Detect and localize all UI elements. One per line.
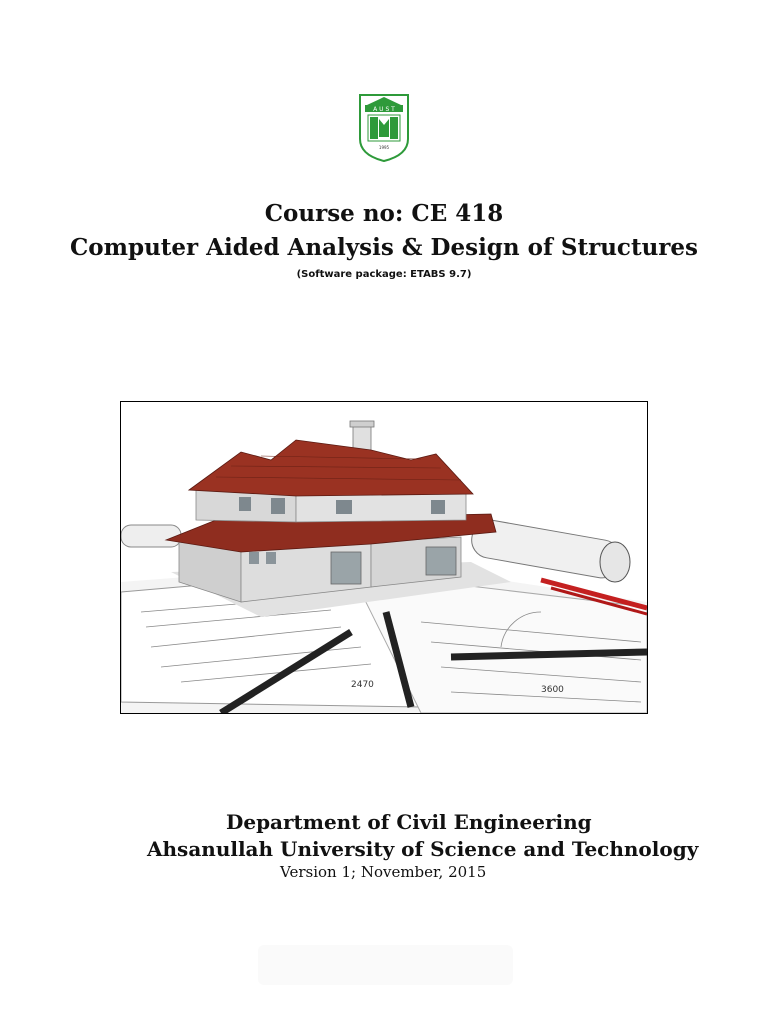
svg-text:3600: 3600	[541, 685, 564, 695]
house-blueprint-illustration	[121, 402, 647, 713]
university-logo	[357, 93, 411, 163]
university-name: Ahsanullah University of Science and Technology	[147, 837, 699, 861]
version-info: Version 1; November, 2015	[280, 863, 487, 881]
software-package: (Software package: ETABS 9.7)	[296, 269, 472, 280]
course-title: Computer Aided Analysis & Design of Structures	[70, 234, 698, 261]
cover-image	[120, 401, 648, 714]
course-number: Course no: CE 418	[264, 200, 504, 227]
svg-text:1995: 1995	[378, 145, 390, 150]
svg-text:A U S T: A U S T	[373, 106, 395, 113]
faded-watermark	[258, 945, 513, 985]
aust-logo-icon	[357, 93, 411, 163]
svg-text:2470: 2470	[351, 680, 374, 690]
department-name: Department of Civil Engineering	[226, 810, 592, 834]
